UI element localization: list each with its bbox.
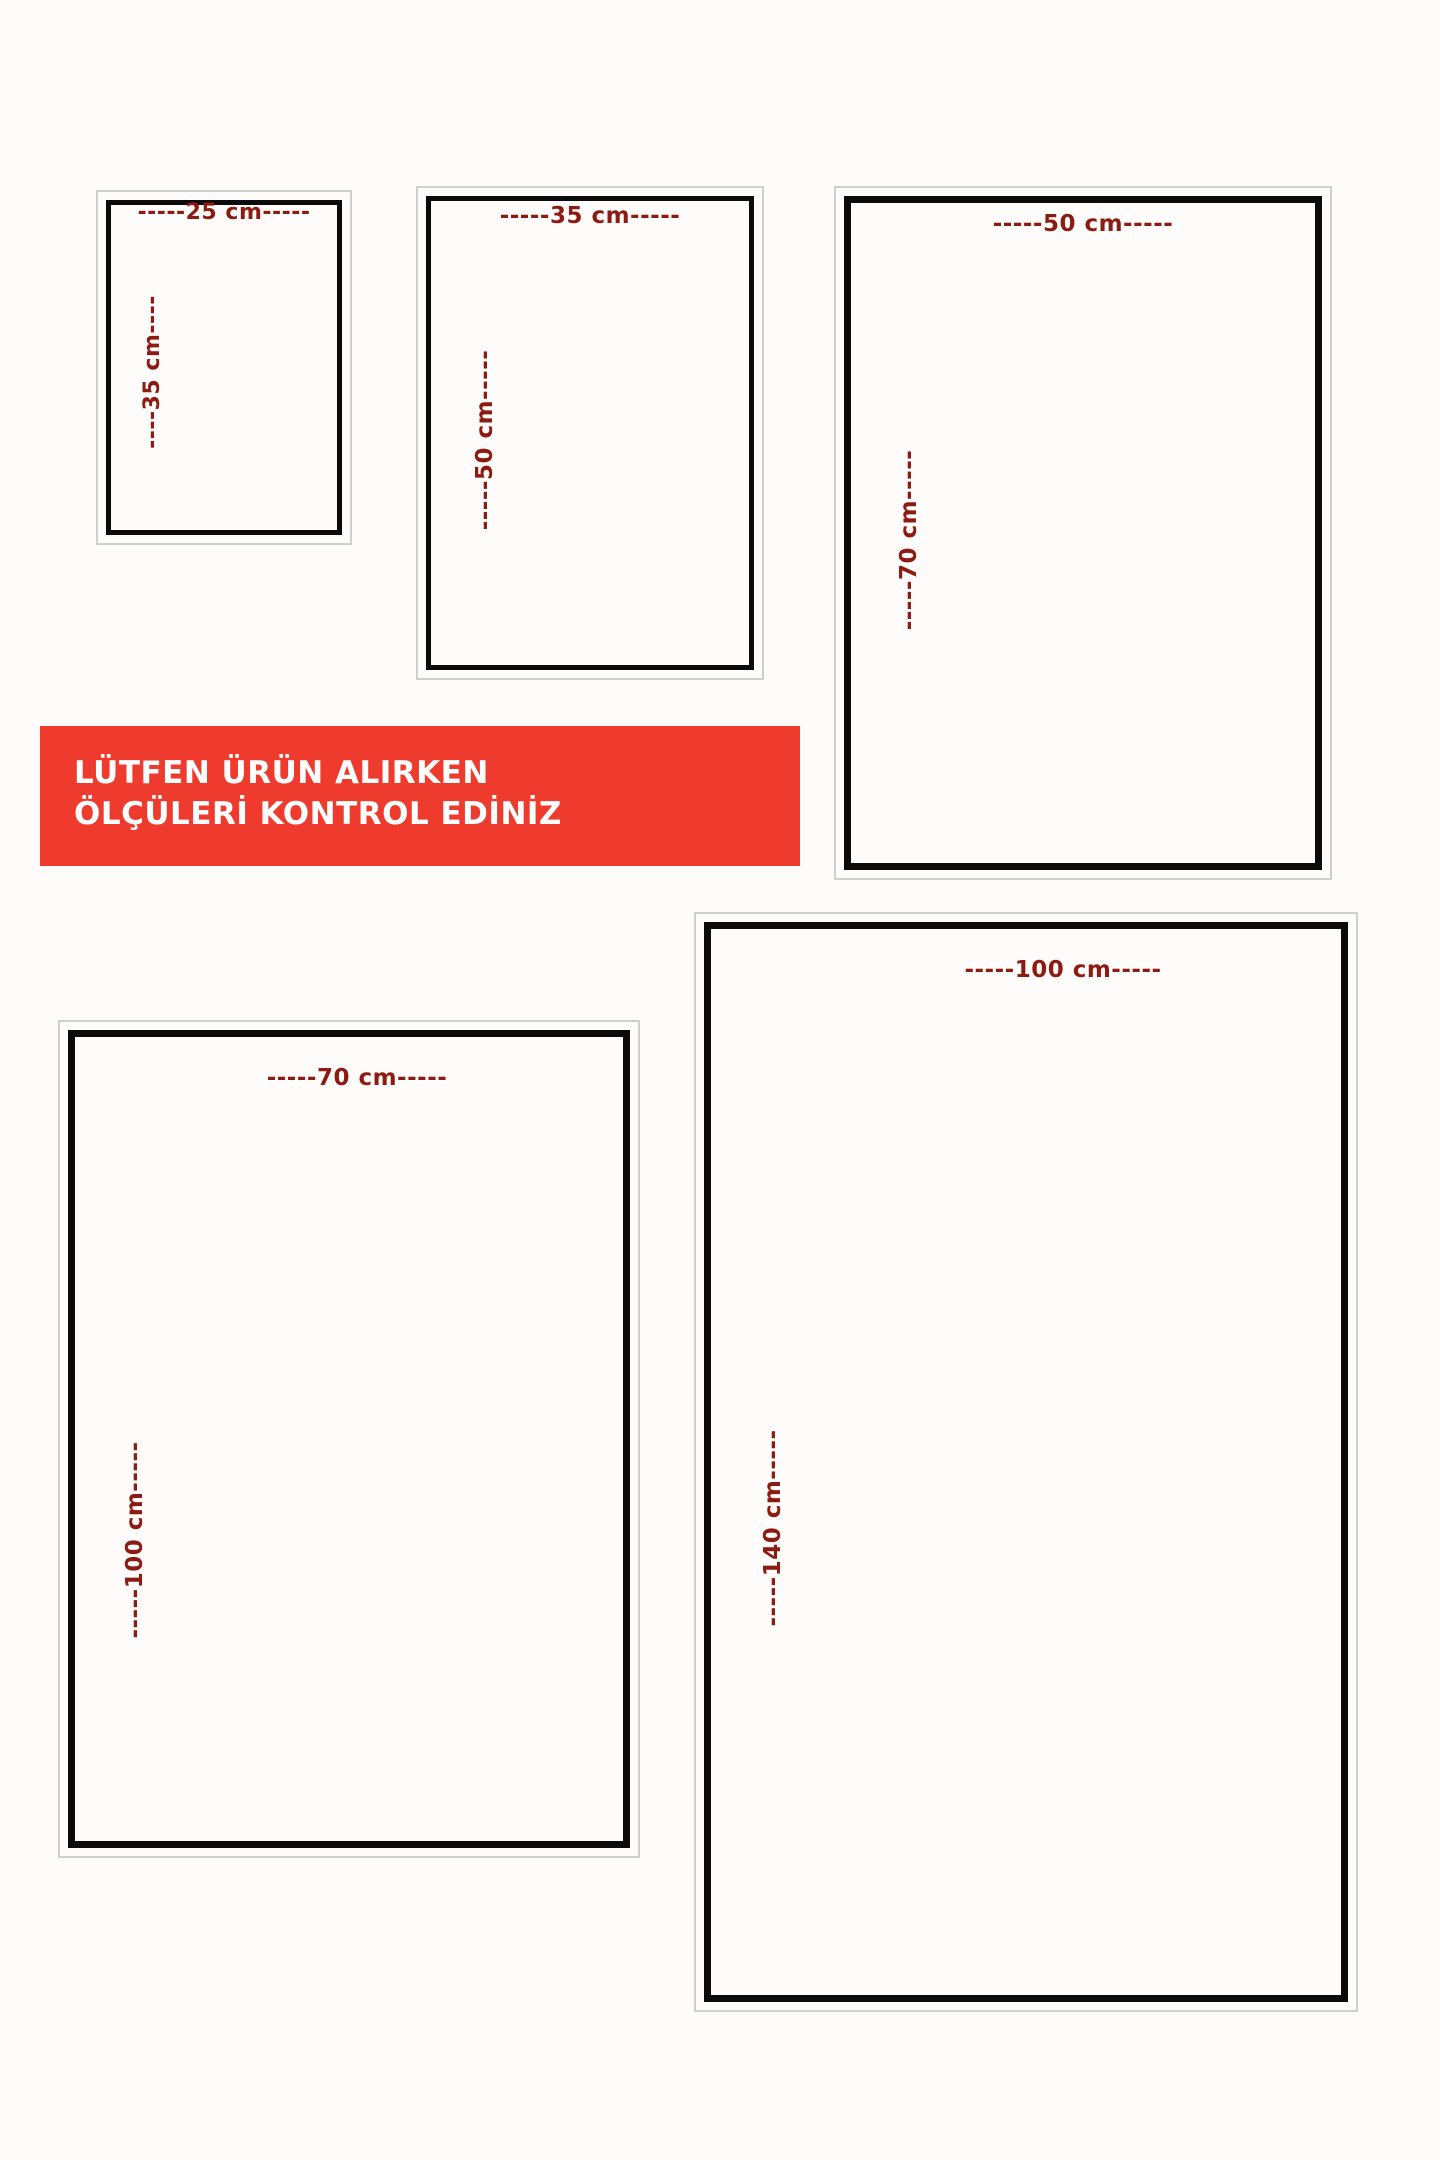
warning-line-1: LÜTFEN ÜRÜN ALIRKEN: [74, 755, 489, 792]
frame-35x50: [416, 186, 764, 680]
dim-label-100cm-height: -----100 cm-----: [122, 1441, 148, 1639]
dim-label-100cm-width: -----100 cm-----: [964, 957, 1162, 983]
frame-100x140: [694, 912, 1358, 2012]
dim-label-35cm-height: ----35 cm----: [140, 295, 165, 449]
frame-100x140-inner: [704, 922, 1348, 2002]
dim-label-70cm-height: -----70 cm-----: [896, 449, 922, 631]
frame-70x100-inner: [68, 1030, 630, 1848]
warning-line-2: ÖLÇÜLERİ KONTROL EDİNİZ: [74, 796, 562, 832]
dim-label-35cm-width: -----35 cm-----: [499, 203, 681, 229]
dim-label-50cm-height: -----50 cm-----: [472, 349, 498, 531]
dim-label-25cm-width: -----25 cm-----: [137, 200, 311, 225]
frame-25x35: [96, 190, 352, 545]
frame-70x100: [58, 1020, 640, 1858]
dim-label-50cm-width: -----50 cm-----: [992, 211, 1174, 237]
warning-banner: [40, 726, 800, 866]
dim-label-70cm-width: -----70 cm-----: [266, 1065, 448, 1091]
dim-label-140cm-height: -----140 cm-----: [760, 1429, 786, 1627]
